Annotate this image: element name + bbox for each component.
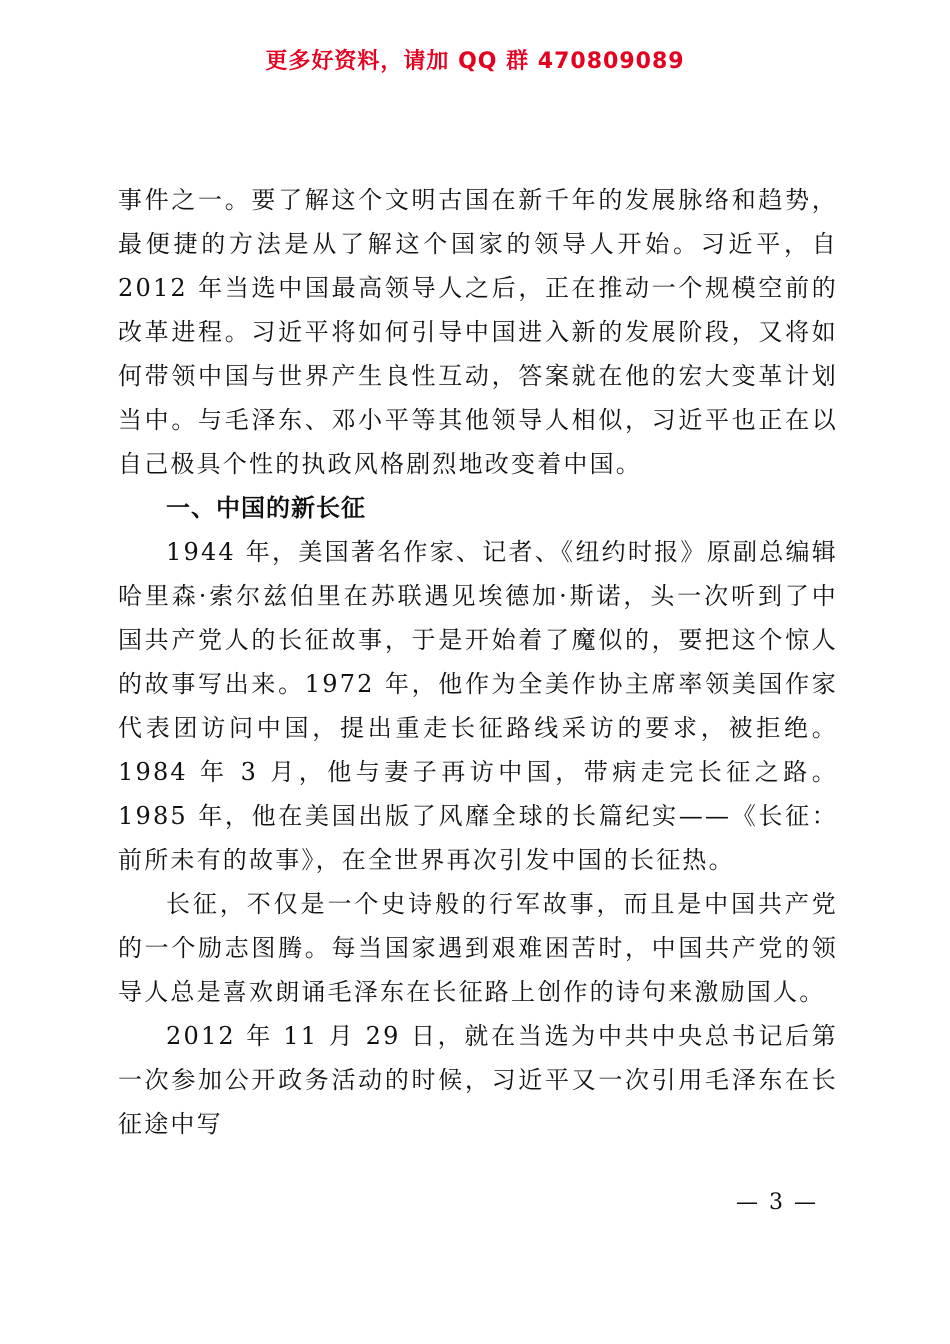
paragraph-continued: 事件之一。要了解这个文明古国在新千年的发展脉络和趋势，最便捷的方法是从了解这个国家的领导人开始。习近平，自 2012 年当选中国最高领导人之后，正在推动一个规模空前的改革进程。习近平将如何引导中国进入新的发展阶段，又将如何带领中国与世界产生良性互动，答案就在他的宏大变革计划当中。与毛泽东、邓小平等其他领导人相似，习近平也正在以自己极具个性的执政风格剧烈地改变着中国。 [118,186,838,478]
paragraph: 长征，不仅是一个史诗般的行军故事，而且是中国共产党的一个励志图腾。每当国家遇到艰难困苦时，中国共产党的领导人总是喜欢朗诵毛泽东在长征路上创作的诗句来激励国人。 [118,890,838,1006]
promo-header-text: 更多好资料，请加 QQ 群 470809089 [265,49,685,74]
paragraph: 2012 年 11 月 29 日，就在当选为中共中央总书记后第一次参加公开政务活动的时候，习近平又一次引用毛泽东在长征途中写 [118,1022,838,1138]
body-text [118,178,838,1146]
promo-header [0,44,950,75]
paragraph: 1944 年，美国著名作家、记者、《纽约时报》原副总编辑哈里森·索尔兹伯里在苏联遇见埃德加·斯诺，头一次听到了中国共产党人的长征故事，于是开始着了魔似的，要把这个惊人的故事写出来。1972 年，他作为全美作协主席率领美国作家代表团访问中国，提出重走长征路线采访的要求，被拒绝。1984 年 3 月，他与妻子再访中国，带病走完长征之路。1985 年，他在美国出版了风靡全球的长篇纪实——《长征：前所未有的故事》，在全世界再次引发中国的长征热。 [118,538,838,874]
section-heading: 一、中国的新长征 [166,494,366,522]
page-number: — 3 — [736,1190,818,1215]
